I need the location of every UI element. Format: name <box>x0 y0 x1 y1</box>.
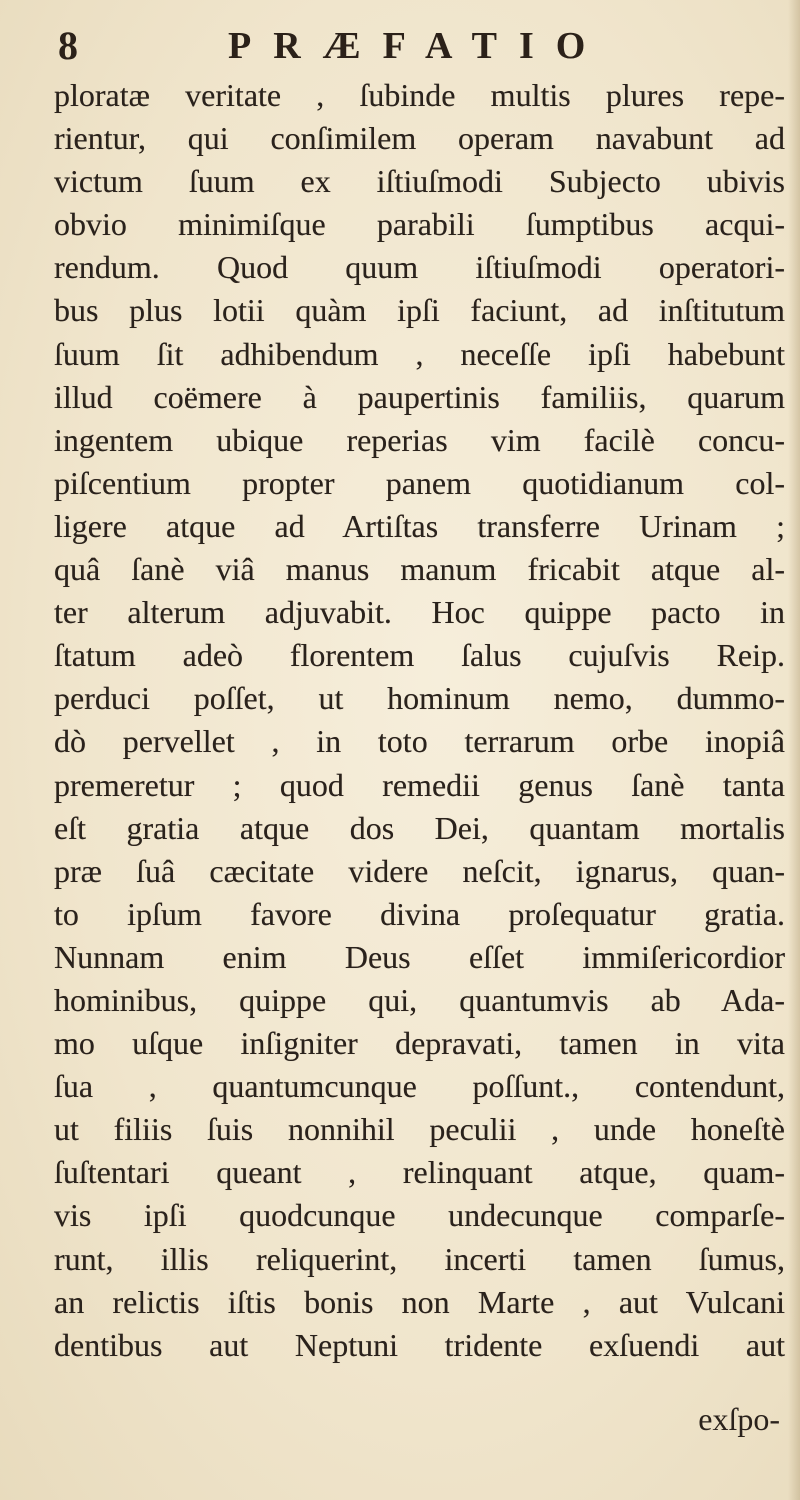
text-line: ſuum ſit adhibendum , neceſſe ipſi habebunt <box>54 335 785 372</box>
text-line: ploratæ veritate , ſubinde multis plures repe- <box>54 77 785 113</box>
text-line: quâ ſanè viâ manus manum fricabit atque al- <box>54 551 785 588</box>
text-line: ingentem ubique reperias vim facilè concu- <box>54 421 785 458</box>
text-line: hominibus, quippe qui, quantumvis ab Ada- <box>54 981 785 1018</box>
text-line: an relictis iſtis bonis non Marte , aut Vulcani <box>54 1283 785 1320</box>
text-line: piſcentium propter panem quotidianum col- <box>54 464 785 501</box>
text-line: dentibus aut Neptuni tridente exſuendi aut <box>54 1326 785 1363</box>
body-text <box>54 74 785 1367</box>
text-line: rientur, qui conſimilem operam navabunt ad <box>54 120 785 157</box>
text-line: mo uſque inſigniter depravati, tamen in vita <box>54 1025 785 1062</box>
text-line: ſuſtentari queant , relinquant atque, quam- <box>54 1154 785 1191</box>
text-line: bus plus lotii quàm ipſi faciunt, ad inſtitutum <box>54 292 785 329</box>
text-line: ſtatum adeò florentem ſalus cujuſvis Reip. <box>54 637 785 674</box>
text-line: rendum. Quod quum iſtiuſmodi operatori- <box>54 249 785 286</box>
page-header <box>58 22 758 70</box>
text-line: eſt gratia atque dos Dei, quantam mortalis <box>54 809 785 846</box>
text-line: dò pervellet , in toto terrarum orbe inopiâ <box>54 723 785 760</box>
page-number: 8 <box>58 23 78 68</box>
text-line: perduci poſſet, ut hominum nemo, dummo- <box>54 680 785 717</box>
text-line: ſua , quantumcunque poſſunt., contendunt, <box>54 1068 785 1105</box>
running-head: PRÆFATIO <box>228 25 608 67</box>
text-line: to ipſum favore divina proſequatur gratia. <box>54 895 785 932</box>
text-line: vis ipſi quodcunque undecunque comparſe- <box>54 1197 785 1234</box>
text-line: præ ſuâ cæcitate videre neſcit, ignarus, quan- <box>54 852 785 889</box>
text-line: premeretur ; quod remedii genus ſanè tanta <box>54 766 785 803</box>
catchword: exſpo- <box>698 1401 780 1437</box>
text-line: ter alterum adjuvabit. Hoc quippe pacto in <box>54 594 785 631</box>
text-line: ut filiis ſuis nonnihil peculii , unde honeſtè <box>54 1111 785 1148</box>
text-line: Nunnam enim Deus eſſet immiſericordior <box>54 938 785 975</box>
page-edge-shadow <box>788 0 800 1500</box>
text-line: obvio minimiſque parabili ſumptibus acqui- <box>54 206 785 243</box>
text-line: runt, illis reliquerint, incerti tamen ſumus, <box>54 1240 785 1277</box>
text-line: ligere atque ad Artiſtas transferre Urinam ; <box>54 507 785 544</box>
text-line: illud coëmere à paupertinis familiis, quarum <box>54 378 785 415</box>
text-line: victum ſuum ex iſtiuſmodi Subjecto ubivis <box>54 163 785 200</box>
